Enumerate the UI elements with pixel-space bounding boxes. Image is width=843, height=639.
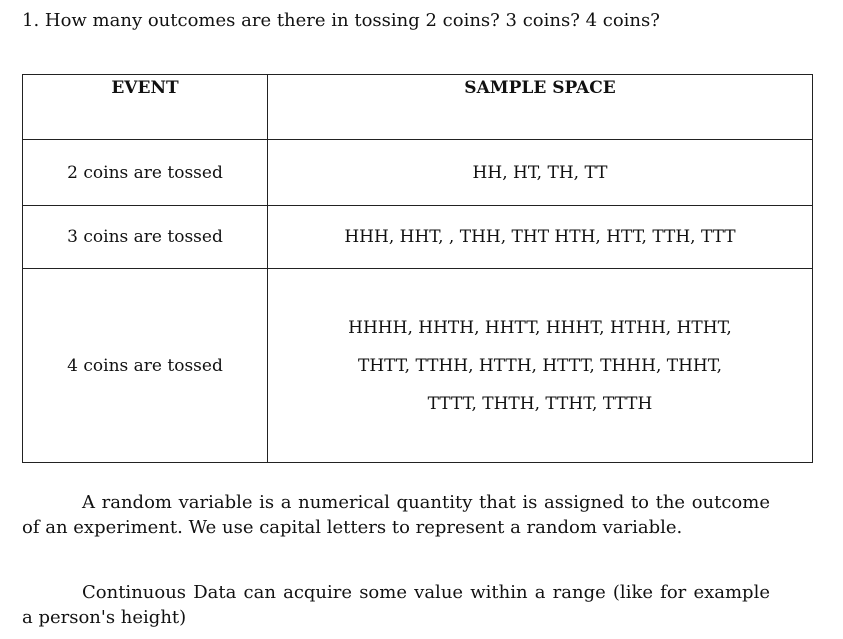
sample-space-table [22,74,813,463]
sample-space-line: HHHH, HHTH, HHTT, HHHT, HTHH, HTHT, [348,317,732,338]
sample-space-cell [268,206,813,269]
header-event: EVENT [23,75,268,140]
sample-space-line: HH, HT, TH, TT [472,162,608,183]
header-sample-space: SAMPLE SPACE [268,75,813,140]
question-text: 1. How many outcomes are there in tossing 2 coins? 3 coins? 4 coins? [22,10,660,31]
random-variable-paragraph: A random variable is a numerical quantity that is assigned to the outcome of an experiment. We use capital letters to represent a random variable. [22,492,770,538]
sample-space-line: TTTT, THTH, TTHT, TTTH [427,393,653,414]
event-cell: 4 coins are tossed [23,269,268,463]
continuous-data-paragraph: Continuous Data can acquire some value within a range (like for example a person's height) [22,582,770,628]
sample-space-line: HHH, HHT, , THH, THT HTH, HTT, TTH, TTT [344,227,736,247]
event-cell: 3 coins are tossed [23,206,268,269]
sample-space-line: THTT, TTHH, HTTH, HTTT, THHH, THHT, [357,355,722,376]
sample-space-cell [268,140,813,206]
event-cell: 2 coins are tossed [23,140,268,206]
table-row [23,206,813,269]
sample-space-cell [268,269,813,463]
table-header-row [23,75,813,140]
table-row [23,269,813,463]
table-row [23,140,813,206]
